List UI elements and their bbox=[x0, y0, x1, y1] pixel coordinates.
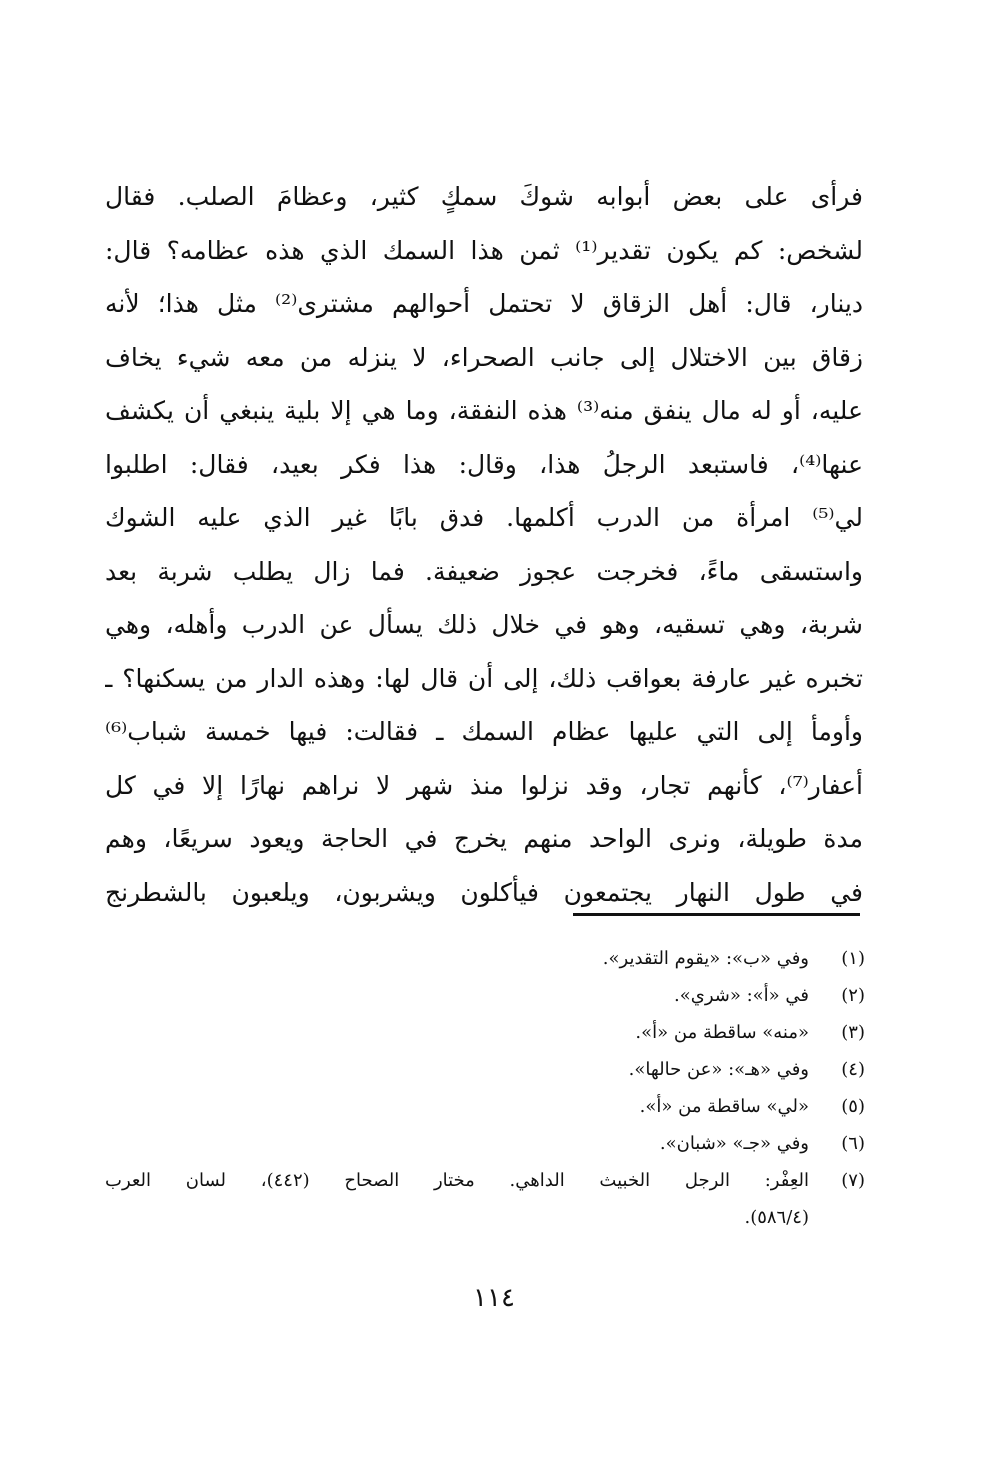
page-number: ١١٤ bbox=[473, 1283, 515, 1313]
footnote bbox=[105, 1088, 865, 1125]
body-line: وأومأ إلى التي عليها عظام السمك ـ فقالت: فيها خمسة شباب⁽⁶⁾ bbox=[105, 717, 863, 746]
body-line: عنها⁽⁴⁾، فاستبعد الرجلُ هذا، وقال: هذا فكر بعيد، فقال: اطلبوا bbox=[105, 449, 863, 479]
footnote-line: وفي «ب»: «يقوم التقدير». bbox=[602, 948, 809, 969]
footnote-line: العِفْر: الرجل الخبيث الداهي. مختار الصحاح (٤٤٢)، لسان العرب bbox=[105, 1170, 809, 1191]
footnote bbox=[105, 940, 865, 977]
body-line: فرأى على بعض أبوابه شوكَ سمكٍ كثير، وعظامَ الصلب. فقال bbox=[105, 182, 863, 211]
body-line: واستسقى ماءً، فخرجت عجوز ضعيفة. فما زال يطلب شربة بعد bbox=[105, 556, 863, 586]
footnote bbox=[105, 1162, 865, 1236]
footnote-text bbox=[105, 1125, 815, 1162]
footnotes bbox=[105, 940, 865, 1236]
body-line: أعفار⁽⁷⁾، كأنهم تجار، وقد نزلوا منذ شهر لا نراهم نهارًا إلا في كل bbox=[105, 770, 863, 800]
body-line: شربة، وهي تسقيه، وهو في خلال ذلك يسأل عن الدرب وأهله، وهي bbox=[105, 610, 863, 639]
body-line: دينار، قال: أهل الزقاق لا تحتمل أحوالهم مشترى⁽²⁾ مثل هذا؛ لأنه bbox=[105, 289, 863, 318]
footnote-number: (٧) bbox=[841, 1170, 865, 1191]
footnote-separator bbox=[573, 913, 860, 916]
footnote-text bbox=[105, 977, 815, 1014]
body-line: تخبره غير عارفة بعواقب ذلك، إلى أن قال لها: وهذه الدار من يسكنها؟ ـ bbox=[105, 663, 863, 693]
footnote-line: «منه» ساقطة من «أ». bbox=[635, 1022, 809, 1043]
footnote-number: (٤) bbox=[841, 1059, 865, 1080]
body-text bbox=[105, 170, 863, 919]
footnote-number: (١) bbox=[841, 948, 865, 969]
footnote bbox=[105, 1051, 865, 1088]
footnote-line: في «أ»: «شري». bbox=[674, 985, 809, 1006]
footnote-text bbox=[105, 1088, 815, 1125]
footnote-text bbox=[105, 1051, 815, 1088]
footnote-text bbox=[105, 1014, 815, 1051]
footnote-text bbox=[105, 940, 815, 977]
footnote bbox=[105, 1014, 865, 1051]
footnote-number: (٦) bbox=[841, 1133, 865, 1154]
footnote-text bbox=[105, 1162, 815, 1236]
footnote bbox=[105, 977, 865, 1014]
footnote-number: (٣) bbox=[841, 1022, 865, 1043]
footnote-line: وفي «جـ» «شبان». bbox=[659, 1133, 809, 1154]
footnote-line: وفي «هـ»: «عن حالها». bbox=[628, 1059, 809, 1080]
footnote bbox=[105, 1125, 865, 1162]
body-line: مدة طويلة، ونرى الواحد منهم يخرج في الحاجة ويعود سريعًا، وهم bbox=[105, 824, 863, 853]
footnote-number: (٥) bbox=[841, 1096, 865, 1117]
footnote-number: (٢) bbox=[841, 985, 865, 1006]
body-line: لشخص: كم يكون تقدير⁽¹⁾ ثمن هذا السمك الذي هذه عظامه؟ قال: bbox=[105, 235, 863, 265]
body-line: عليه، أو له مال ينفق منه⁽³⁾ هذه النفقة، وما هي إلا بلية ينبغي أن يكشف bbox=[105, 396, 863, 425]
body-line: في طول النهار يجتمعون فيأكلون ويشربون، ويلعبون بالشطرنج bbox=[105, 877, 863, 907]
body-line: لي⁽⁵⁾ امرأة من الدرب أكلمها. فدق بابًا غير الذي عليه الشوك bbox=[105, 503, 863, 532]
footnote-line: (٥٨٦/٤). bbox=[744, 1207, 809, 1228]
footnote-line: «لي» ساقطة من «أ». bbox=[639, 1096, 809, 1117]
body-line: زقاق بين الاختلال إلى جانب الصحراء، لا ينزله من معه شيء يخاف bbox=[105, 342, 863, 372]
